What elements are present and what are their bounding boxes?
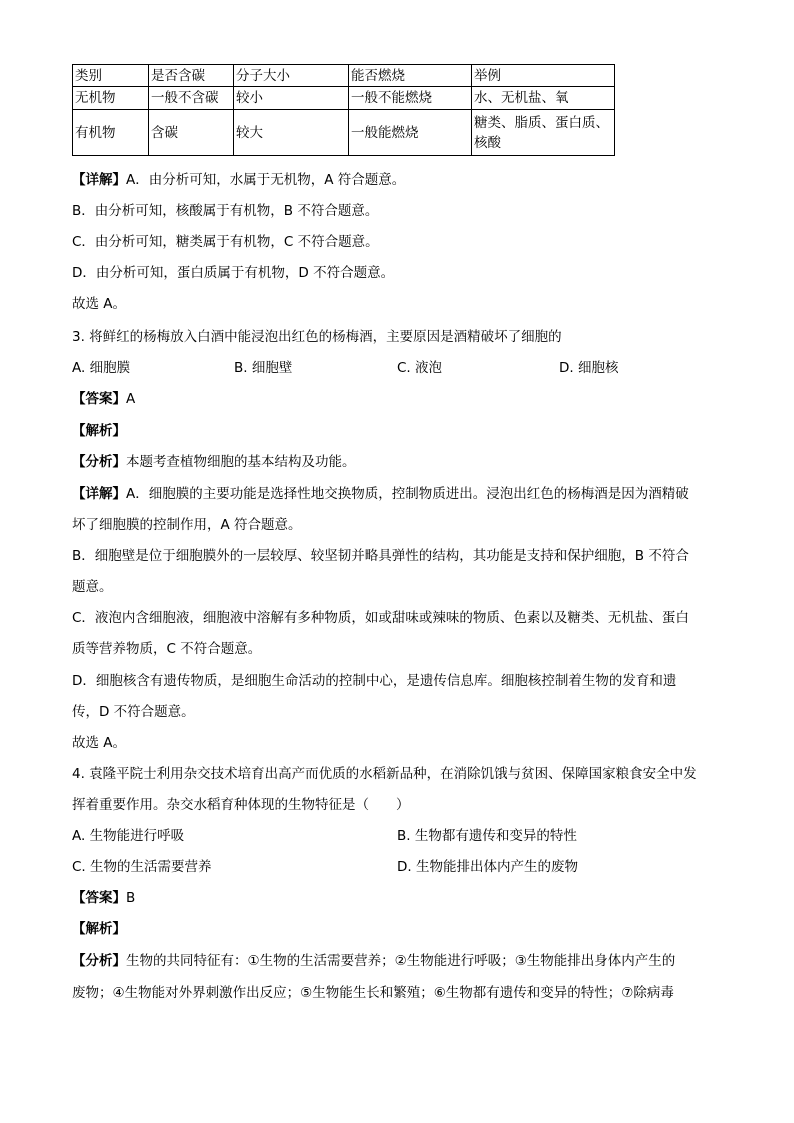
table-header-cell: 能否燃烧: [349, 65, 472, 87]
q3-stem: 3. 将鲜红的杨梅放入白酒中能浸泡出红色的杨梅酒，主要原因是酒精破坏了细胞的: [72, 329, 562, 345]
q3-detail-d-line1: D．细胞核含有遗传物质，是细胞生命活动的控制中心，是遗传信息库。细胞核控制着生物的发育和遗: [72, 673, 677, 689]
answer-value: B: [126, 890, 136, 906]
table-row: [73, 87, 615, 110]
table-cell: 一般不含碳: [149, 87, 234, 110]
answer-tag: 【答案】: [72, 391, 126, 407]
q4-analysis-line2: 废物；④生物能对外界刺激作出反应；⑤生物能生长和繁殖；⑥生物都有遗传和变异的特性；⑦除病毒: [72, 985, 674, 1001]
q2-detail-a: [72, 170, 405, 190]
table-cell: 水、无机盐、氧: [472, 87, 615, 110]
q3-detail-b-line1: B．细胞壁是位于细胞膜外的一层较厚、较坚韧并略具弹性的结构，其功能是支持和保护细胞，B 不符合: [72, 548, 689, 564]
q3-option-c: C. 液泡: [397, 360, 443, 376]
q3-analysis: [72, 452, 356, 472]
table-header-row: [73, 65, 615, 87]
q4-answer: [72, 888, 135, 908]
q3-detail-c-line2: 质等营养物质，C 不符合题意。: [72, 641, 262, 657]
analysis-text: 生物的共同特征有：①生物的生活需要营养；②生物能进行呼吸；③生物能排出身体内产生的: [126, 953, 676, 969]
detail-text: A．由分析可知，水属于无机物，A 符合题意。: [126, 172, 406, 188]
q3-option-a: A. 细胞膜: [72, 360, 131, 376]
table-cell: 一般不能燃烧: [349, 87, 472, 110]
table-cell: 有机物: [73, 110, 149, 156]
table-header-cell: 类别: [73, 65, 149, 87]
table-cell-line: 核酸: [474, 134, 501, 151]
table-cell: 一般能燃烧: [349, 110, 472, 156]
table-header-cell: 举例: [472, 65, 615, 87]
q3-option-d: D. 细胞核: [559, 360, 619, 376]
q3-detail-a-line2: 坏了细胞膜的控制作用，A 符合题意。: [72, 517, 302, 533]
table-header-cell: 分子大小: [234, 65, 349, 87]
detail-tag: 【详解】: [72, 172, 126, 188]
q3-detail-b-line2: 题意。: [72, 579, 113, 595]
q2-choose: 故选 A。: [72, 296, 127, 312]
table-row: [73, 110, 615, 156]
q3-detail-c-line1: C．液泡内含细胞液，细胞液中溶解有多种物质，如或甜味或辣味的物质、色素以及糖类、无机盐、蛋白: [72, 610, 689, 626]
q4-analysis-line1: [72, 951, 675, 971]
q3-choose: 故选 A。: [72, 735, 127, 751]
table-cell: 较大: [234, 110, 349, 156]
q4-option-d: D. 生物能排出体内产生的废物: [397, 859, 578, 875]
analysis-text: 本题考查植物细胞的基本结构及功能。: [126, 454, 356, 470]
table-cell: [472, 110, 615, 156]
q3-jiexi-tag: 【解析】: [72, 423, 126, 439]
q2-detail-c: C．由分析可知，糖类属于有机物，C 不符合题意。: [72, 234, 379, 250]
q3-detail-a-line1: [72, 484, 689, 504]
q3-detail-d-line2: 传，D 不符合题意。: [72, 704, 195, 720]
table-header-cell: 是否含碳: [149, 65, 234, 87]
q4-jiexi-tag: 【解析】: [72, 921, 126, 937]
table-cell-line: 糖类、脂质、蛋白质、: [474, 114, 609, 131]
q2-detail-b: B．由分析可知，核酸属于有机物，B 不符合题意。: [72, 203, 379, 219]
analysis-tag: 【分析】: [72, 454, 126, 470]
q4-option-a: A. 生物能进行呼吸: [72, 828, 185, 844]
table-cell: 无机物: [73, 87, 149, 110]
q4-stem-line1: 4. 袁隆平院士利用杂交技术培育出高产而优质的水稻新品种，在消除饥饿与贫困、保障国家粮食安全中发: [72, 766, 697, 782]
detail-tag: 【详解】: [72, 486, 126, 502]
table-cell: 含碳: [149, 110, 234, 156]
q3-answer: [72, 389, 135, 409]
classification-table: [72, 64, 615, 156]
answer-value: A: [126, 391, 136, 407]
analysis-tag: 【分析】: [72, 953, 126, 969]
q4-option-b: B. 生物都有遗传和变异的特性: [397, 828, 577, 844]
q4-stem-line2: 挥着重要作用。杂交水稻育种体现的生物特征是（ ）: [72, 797, 410, 813]
detail-text: A．细胞膜的主要功能是选择性地交换物质，控制物质进出。浸泡出红色的杨梅酒是因为酒精破: [126, 486, 689, 502]
q3-option-b: B. 细胞壁: [234, 360, 293, 376]
q2-detail-d: D．由分析可知，蛋白质属于有机物，D 不符合题意。: [72, 265, 395, 281]
q4-option-c: C. 生物的生活需要营养: [72, 859, 212, 875]
answer-tag: 【答案】: [72, 890, 126, 906]
table-cell: 较小: [234, 87, 349, 110]
